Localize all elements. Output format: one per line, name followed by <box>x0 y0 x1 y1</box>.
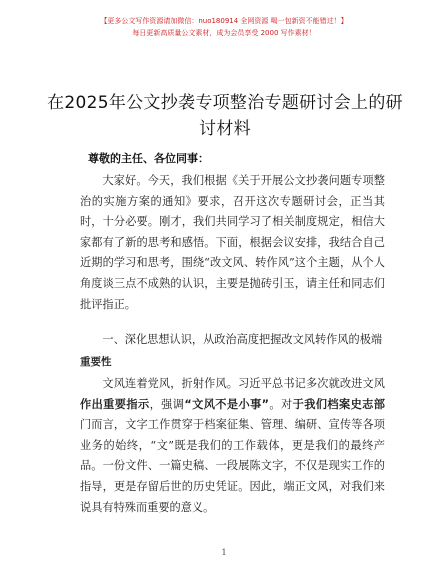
paragraph-body-emphasis-1: 作出重要指示 <box>80 397 150 411</box>
salutation: 尊敬的主任、各位同事： <box>88 152 209 165</box>
promo-banner-line-1: 【更多公文写作资源请加微信：nuo180914 全网资源 喝一包新资不能错过！】 <box>100 17 348 25</box>
paragraph-body-text-1: 文风连着党风，折射作风。习近平总书记多次就改进文风 <box>102 377 385 390</box>
paragraph-body-text-3: 。对 <box>269 397 293 411</box>
section-heading-1: 一、深化思想认识，从政治高度把握改文风转作风的极端 <box>102 333 383 346</box>
paragraph-intro: 大家好。今天，我们根据《关于开展公文抄袭问题专项整治的实施方案的通知》要求，召开这次专题研讨会，正当其时，十分必要。刚才，我们共同学习了相关制度规定，相信大家都有了新的思考和感悟。下面，根据会议安排，我结合自己近期的学习和思考，围绕“改文风、转作风”这个主题，从个人角度谈三点不成熟的认识，主要是抛砖引玉，请主任和同志们批评指正。 <box>80 174 385 311</box>
document-title: 在2025年公文抄袭专项整治专题研讨会上的研讨材料 <box>47 93 403 139</box>
paragraph-body-emphasis-2: “文风不是小事” <box>184 397 270 411</box>
paragraph-body-text-2: ，强调 <box>149 397 185 411</box>
promo-banner-line-2: 每日更新高质量公文素材，成为会员享受 2000 写作素材！ <box>132 29 316 37</box>
section-heading-1-continued: 重要性 <box>80 356 112 368</box>
page-number: 1 <box>221 548 227 557</box>
paragraph-body <box>80 374 385 518</box>
promo-banner <box>0 16 448 38</box>
paragraph-body-emphasis-3: 于我们档案史志部 <box>292 397 385 411</box>
paragraph-body-text-4: 门而言，文字工作贯穿于档案征集、管理、编研、宣传等各项业务的始终，“文”既是我们的工作载体，更是我们的最终产品。一份文件、一篇史稿、一段展陈文字，不仅是现实工作的指导，更是存留后世的历史凭证。因此，端正文风，对我们来说具有特殊而重要的意义。 <box>80 418 385 514</box>
